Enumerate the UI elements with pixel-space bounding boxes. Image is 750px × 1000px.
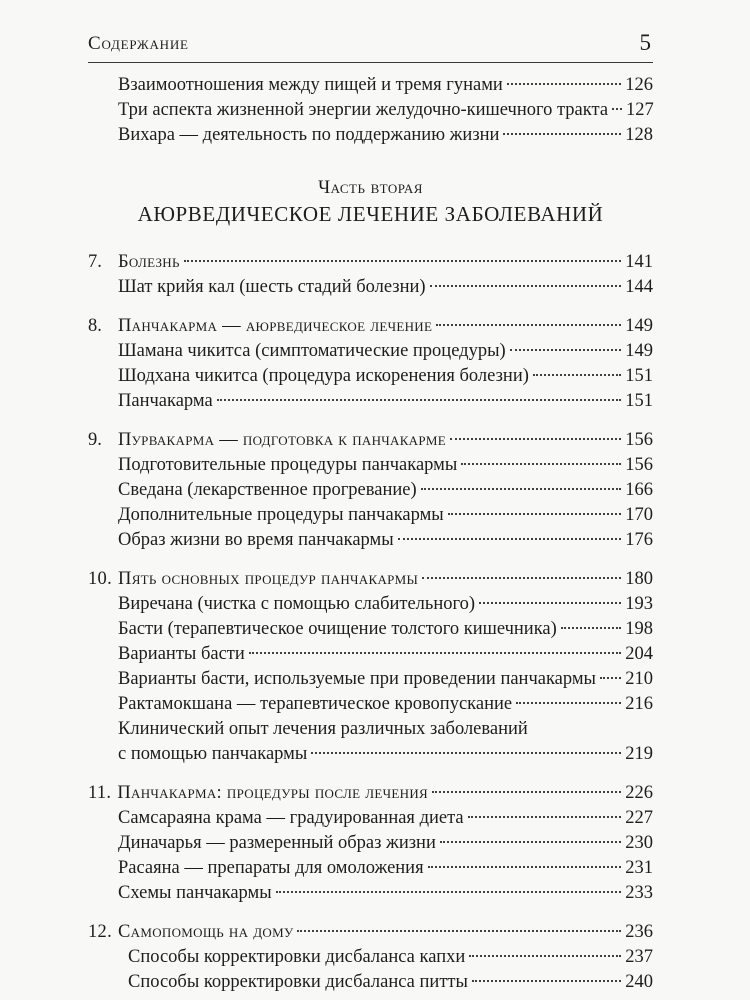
toc-entry[interactable]: Шамана чикитса (симптоматические процедуры) 149 bbox=[118, 341, 653, 361]
dot-leader bbox=[428, 866, 622, 868]
dot-leader bbox=[421, 488, 622, 490]
dot-leader bbox=[440, 841, 621, 843]
dot-leader bbox=[479, 602, 621, 604]
dot-leader bbox=[533, 374, 621, 376]
dot-leader bbox=[249, 652, 621, 654]
page-number: 5 bbox=[639, 30, 651, 55]
toc-entry[interactable]: Шодхана чикитса (процедура искоренения болезни) 151 bbox=[118, 366, 653, 386]
toc-entry[interactable]: Схемы панчакармы 233 bbox=[118, 883, 653, 903]
dot-leader bbox=[448, 513, 622, 515]
running-head bbox=[88, 30, 653, 63]
dot-leader bbox=[422, 577, 621, 579]
toc-chapter-8[interactable]: 8. Панчакарма — аюрведическое лечение 149 bbox=[88, 316, 653, 336]
dot-leader bbox=[612, 108, 622, 110]
toc-chapter-12[interactable]: 12. Самопомощь на дому 236 bbox=[88, 922, 653, 942]
toc-entry[interactable]: Способы корректировки дисбаланса капхи 237 bbox=[128, 947, 653, 967]
dot-leader bbox=[276, 891, 622, 893]
toc-entry[interactable]: Шат крийя кал (шесть стадий болезни) 144 bbox=[118, 277, 653, 297]
dot-leader bbox=[184, 260, 622, 262]
dot-leader bbox=[450, 438, 621, 440]
toc-entry-first-line[interactable]: Клинический опыт лечения различных заболеваний bbox=[118, 719, 528, 739]
dot-leader bbox=[510, 349, 622, 351]
dot-leader bbox=[430, 285, 622, 287]
dot-leader bbox=[432, 791, 621, 793]
toc-entry[interactable]: Взаимоотношения между пищей и тремя гунами 126 bbox=[118, 75, 653, 95]
toc-entry[interactable]: Диначарья — размеренный образ жизни 230 bbox=[118, 833, 653, 853]
toc-entry[interactable]: Варианты басти 204 bbox=[118, 644, 653, 664]
toc-entry[interactable]: Вихара — деятельность по поддержанию жизни 128 bbox=[118, 125, 653, 145]
toc-entry[interactable]: Подготовительные процедуры панчакармы 156 bbox=[118, 455, 653, 475]
toc-entry[interactable]: Самсараяна крама — градуированная диета 227 bbox=[118, 808, 653, 828]
dot-leader bbox=[297, 930, 621, 932]
toc-chapter-9[interactable]: 9. Пурвакарма — подготовка к панчакарме 156 bbox=[88, 430, 653, 450]
dot-leader bbox=[600, 677, 621, 679]
dot-leader bbox=[469, 955, 621, 957]
toc-entry[interactable]: Панчакарма 151 bbox=[118, 391, 653, 411]
toc-chapter-7[interactable]: 7. Болезнь 141 bbox=[88, 252, 653, 272]
toc-entry[interactable]: с помощью панчакармы 219 bbox=[118, 744, 653, 764]
toc-entry[interactable]: Сведана (лекарственное прогревание) 166 bbox=[118, 480, 653, 500]
toc-entry[interactable]: Рактамокшана — терапевтическое кровопускание 216 bbox=[118, 694, 653, 714]
dot-leader bbox=[311, 752, 621, 754]
running-head-title: Содержание bbox=[88, 33, 189, 54]
toc-entry[interactable]: Образ жизни во время панчакармы 176 bbox=[118, 530, 653, 550]
toc-entry[interactable]: Басти (терапевтическое очищение толстого кишечника) 198 bbox=[118, 619, 653, 639]
dot-leader bbox=[516, 702, 621, 704]
part-label: Часть вторая bbox=[318, 178, 423, 198]
dot-leader bbox=[468, 816, 622, 818]
toc-entry[interactable]: Три аспекта жизненной энергии желудочно-кишечного тракта 127 bbox=[118, 100, 654, 120]
dot-leader bbox=[217, 399, 622, 401]
toc-entry[interactable]: Расаяна — препараты для омоложения 231 bbox=[118, 858, 653, 878]
toc-chapter-10[interactable]: 10. Пять основных процедур панчакармы 180 bbox=[88, 569, 653, 589]
toc-entry[interactable]: Способы корректировки дисбаланса питты 240 bbox=[128, 972, 653, 992]
toc-entry[interactable]: Виречана (чистка с помощью слабительного) 193 bbox=[118, 594, 653, 614]
dot-leader bbox=[461, 463, 621, 465]
dot-leader bbox=[398, 538, 622, 540]
dot-leader bbox=[507, 83, 621, 85]
dot-leader bbox=[561, 627, 621, 629]
dot-leader bbox=[503, 133, 621, 135]
toc-entry[interactable]: Варианты басти, используемые при проведении панчакармы 210 bbox=[118, 669, 653, 689]
toc-chapter-11[interactable]: 11. Панчакарма: процедуры после лечения 226 bbox=[88, 783, 653, 803]
dot-leader bbox=[472, 980, 621, 982]
toc-entry[interactable]: Дополнительные процедуры панчакармы 170 bbox=[118, 505, 653, 525]
dot-leader bbox=[436, 324, 621, 326]
part-title: АЮРВЕДИЧЕСКОЕ ЛЕЧЕНИЕ ЗАБОЛЕВАНИЙ bbox=[137, 202, 604, 226]
